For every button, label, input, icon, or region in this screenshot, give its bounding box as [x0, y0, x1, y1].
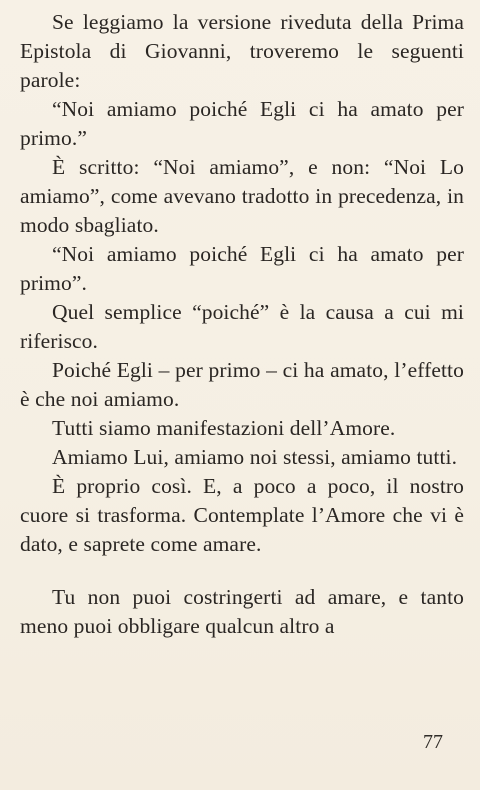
paragraph: “Noi amiamo poiché Egli ci ha amato per primo.”: [20, 97, 464, 150]
section-break: [20, 559, 464, 583]
paragraph: Poiché Egli – per primo – ci ha amato, l’effetto è che noi amiamo.: [20, 358, 464, 411]
paragraph: Quel semplice “poiché” è la causa a cui mi riferisco.: [20, 300, 464, 353]
paragraph: Se leggiamo la versione riveduta della Prima Epistola di Giovanni, troveremo le seguenti parole:: [20, 10, 464, 92]
page-number: 77: [423, 731, 443, 753]
body-text: [20, 8, 464, 641]
paragraph: Tu non puoi costringerti ad amare, e tanto meno puoi obbligare qualcun altro a: [20, 585, 464, 638]
paragraph: Amiamo Lui, amiamo noi stessi, amiamo tutti.: [52, 445, 458, 469]
paragraph: È scritto: “Noi amiamo”, e non: “Noi Lo amiamo”, come avevano tradotto in precedenza, in modo sbagliato.: [20, 155, 464, 237]
paragraph: “Noi amiamo poiché Egli ci ha amato per primo”.: [20, 242, 464, 295]
paragraph: Tutti siamo manifestazioni dell’Amore.: [52, 416, 396, 440]
paragraph: È proprio così. E, a poco a poco, il nostro cuore si trasforma. Contemplate l’Amore che vi è dato, e saprete come amare.: [20, 474, 464, 556]
